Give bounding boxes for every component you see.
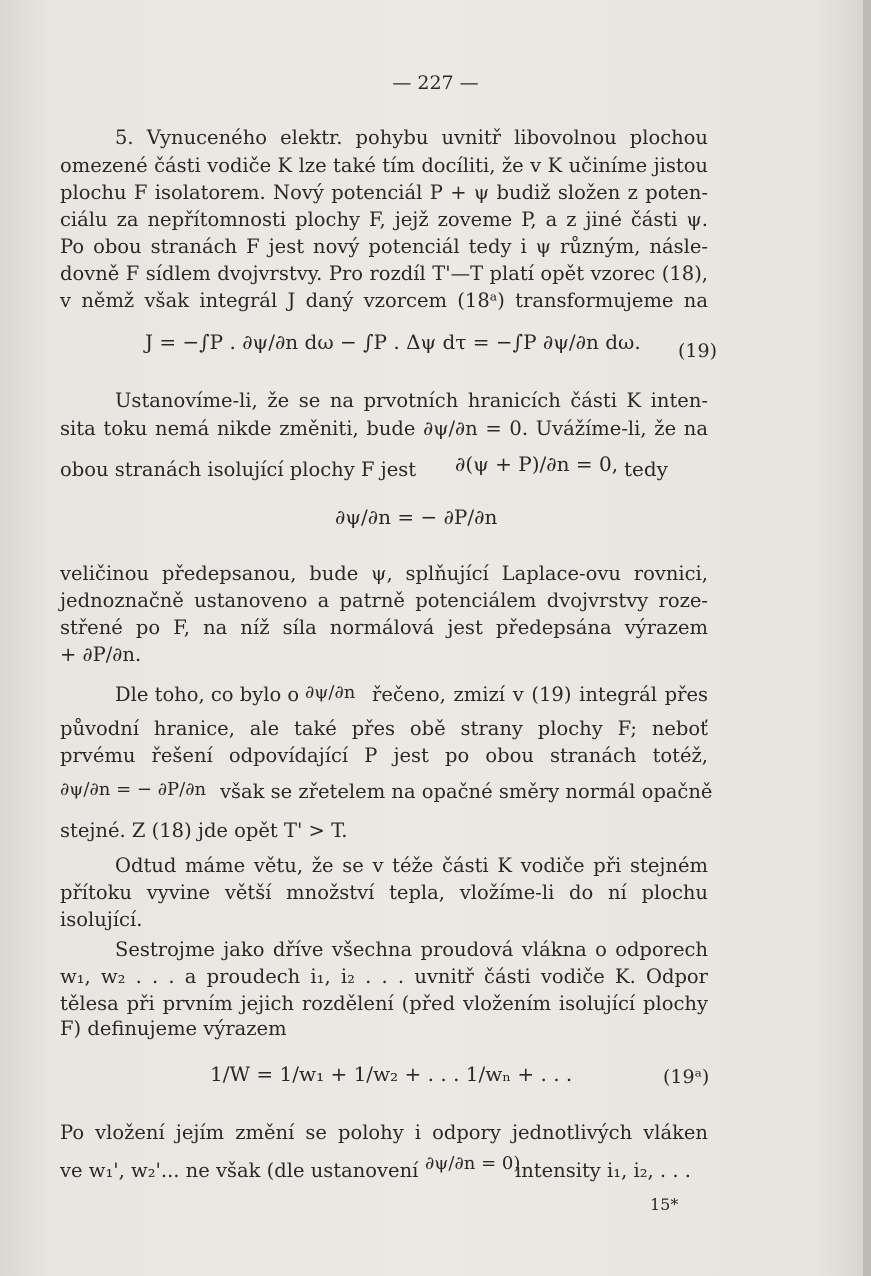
equation-19-label: (19)	[678, 340, 718, 362]
printer-signature: 15*	[650, 1195, 679, 1214]
text-line-18: prvému řešení odpovídající P jest po obou stranách totéž,	[60, 744, 708, 767]
text-line-5: Po obou stranách F jest nový potenciál tedy i ψ různým, násle-	[60, 235, 708, 258]
relation-inline: ∂ψ/∂n = − ∂P/∂n	[60, 779, 207, 800]
text-line-15: Dle toho, co bylo o	[115, 683, 300, 706]
equation-19a-label: (19ᵃ)	[663, 1066, 710, 1088]
condition-zero: ∂ψ/∂n = 0)	[425, 1153, 521, 1174]
equation-19: J = −∫P . ∂ψ/∂n dω − ∫P . Δψ dτ = −∫P ∂ψ/∂n dω.	[145, 330, 641, 354]
text-line-8: Ustanovíme-li, že se na prvotních hranicích části K inten-	[115, 389, 708, 412]
text-line-21: Odtud máme větu, že se v téže části K vodiče při stejném	[115, 854, 708, 877]
page-number: — 227 —	[392, 72, 479, 94]
text-line-25: w₁, w₂ . . . a proudech i₁, i₂ . . . uvnitř části vodiče K. Odpor	[60, 965, 708, 988]
text-line-19: však se zřetelem na opačné směry normál opačně	[220, 780, 713, 803]
text-line-12: jednoznačně ustanoveno a patrně potenciálem dvojvrstvy roze-	[60, 589, 708, 612]
text-line-1: 5. Vynuceného elektr. pohybu uvnitř libovolnou plochou	[115, 126, 708, 149]
text-line-26: tělesa při prvním jejich rozdělení (před vložením isolující plochy	[60, 992, 708, 1015]
text-line-30: intensity i₁, i₂, . . .	[515, 1159, 691, 1182]
text-line-11: veličinou předepsanou, bude ψ, splňující Laplace-ovu rovnici,	[60, 562, 708, 585]
page-edge-shadow	[863, 0, 871, 1276]
condition-sum: ∂(ψ + P)/∂n = 0,	[455, 452, 619, 476]
text-line-28: Po vložení jejím změní se polohy i odpory jednotlivých vláken	[60, 1121, 708, 1144]
dpsi-dn-inline: ∂ψ/∂n	[305, 682, 356, 703]
text-line-14: + ∂P/∂n.	[60, 643, 142, 666]
text-line-9: sita toku nemá nikde změniti, bude ∂ψ/∂n = 0. Uvážíme-li, že na	[60, 417, 708, 440]
text-line-13: střené po F, na níž síla normálová jest předepsána výrazem	[60, 616, 708, 639]
text-line-27: F) definujeme výrazem	[60, 1017, 287, 1040]
word-tedy: tedy	[624, 457, 668, 481]
text-line-10: obou stranách isolující plochy F jest	[60, 458, 417, 481]
condition-relation: ∂ψ/∂n = − ∂P/∂n	[335, 505, 498, 529]
text-line-22: přítoku vyvine větší množství tepla, vložíme-li do ní plochu	[60, 881, 708, 904]
text-line-23: isolující.	[60, 908, 143, 931]
equation-19a: 1/W = 1/w₁ + 1/w₂ + . . . 1/wₙ + . . .	[210, 1062, 573, 1086]
text-line-2: omezené části vodiče K lze také tím docíliti, že v K učiníme jistou	[60, 154, 708, 177]
text-line-29: ve w₁', w₂'... ne však (dle ustanovení	[60, 1159, 419, 1182]
text-line-7: v němž však integrál J daný vzorcem (18ᵃ) transformujeme na	[60, 289, 708, 312]
text-line-17: původní hranice, ale také přes obě strany plochy F; neboť	[60, 717, 708, 740]
text-line-24: Sestrojme jako dříve všechna proudová vlákna o odporech	[115, 938, 708, 961]
text-line-20: stejné. Z (18) jde opět T' > T.	[60, 819, 348, 842]
text-line-16: řečeno, zmizí v (19) integrál přes	[372, 683, 708, 706]
text-line-6: dovně F sídlem dvojvrstvy. Pro rozdíl T'—T platí opět vzorec (18),	[60, 262, 708, 285]
text-line-4: ciálu za nepřítomnosti plochy F, jejž zoveme P, a z jiné části ψ.	[60, 208, 708, 231]
text-line-3: plochu F isolatorem. Nový potenciál P + ψ budiž složen z poten-	[60, 181, 708, 204]
